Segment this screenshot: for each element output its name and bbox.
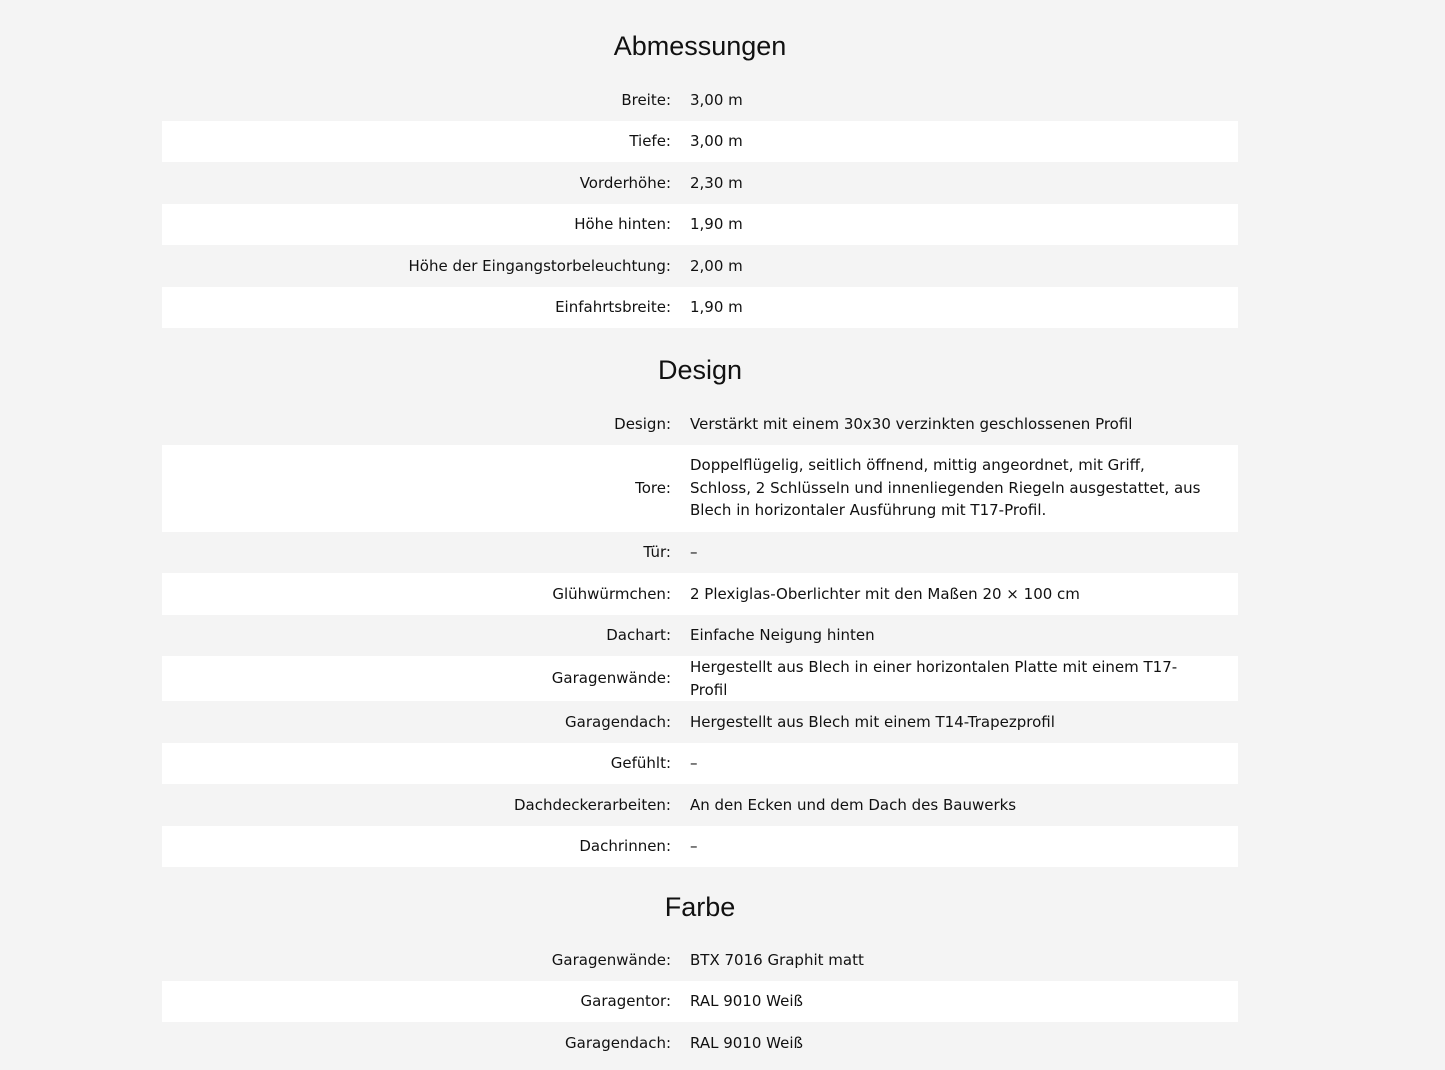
table-row <box>162 939 1238 981</box>
row-label: Glühwürmchen: <box>552 584 671 603</box>
row-label: Höhe der Eingangstorbeleuchtung: <box>408 256 671 275</box>
table-row <box>162 287 1238 329</box>
row-value: 3,00 m <box>690 132 743 150</box>
section-title: Farbe <box>664 892 736 922</box>
row-label: Breite: <box>621 90 671 109</box>
row-label: Garagenwände: <box>551 669 671 688</box>
row-value: 1,90 m <box>690 215 743 233</box>
table-row <box>162 121 1238 163</box>
spec-table <box>162 79 1238 328</box>
row-label: Dachart: <box>606 626 671 644</box>
table-row <box>162 615 1238 657</box>
row-label: Design: <box>614 414 671 433</box>
table-row <box>162 784 1238 826</box>
row-value: RAL 9010 Weiß <box>690 992 803 1010</box>
row-label: Höhe hinten: <box>574 215 671 233</box>
row-value: 2,30 m <box>690 173 743 192</box>
row-value: Hergestellt aus Blech in einer horizontalen Platte mit einem T17-Profil <box>690 658 1178 699</box>
table-row <box>162 656 1238 701</box>
section-title: Abmessungen <box>613 31 787 61</box>
row-value: BTX 7016 Graphit matt <box>690 950 864 969</box>
row-value: Einfache Neigung hinten <box>690 626 875 644</box>
row-value: Verstärkt mit einem 30x30 verzinkten geschlossenen Profil <box>690 414 1133 433</box>
row-value: – <box>690 754 698 772</box>
table-row <box>162 245 1238 287</box>
row-label: Garagentor: <box>580 992 671 1010</box>
row-value: 2 Plexiglas-Oberlichter mit den Maßen 20 × 100 cm <box>690 584 1080 603</box>
row-value: – <box>690 837 698 855</box>
row-label: Einfahrtsbreite: <box>555 298 671 316</box>
row-label: Dachrinnen: <box>579 837 671 855</box>
row-value: RAL 9010 Weiß <box>690 1033 803 1052</box>
row-value: – <box>690 543 698 561</box>
row-label: Tiefe: <box>629 132 671 150</box>
table-row <box>162 573 1238 615</box>
section-title: Design <box>657 355 743 385</box>
table-row <box>162 445 1238 532</box>
row-label: Garagenwände: <box>551 950 671 969</box>
table-row <box>162 981 1238 1023</box>
row-value: 2,00 m <box>690 256 743 275</box>
spec-table <box>162 939 1238 1064</box>
table-row <box>162 532 1238 574</box>
table-row <box>162 826 1238 868</box>
row-label: Garagendach: <box>565 1033 671 1052</box>
row-value: 1,90 m <box>690 298 743 316</box>
table-row <box>162 204 1238 246</box>
row-value: Hergestellt aus Blech mit einem T14-Trapezprofil <box>690 712 1055 731</box>
spec-table <box>162 403 1238 867</box>
table-row <box>162 701 1238 743</box>
row-label: Tore: <box>635 478 671 497</box>
table-row <box>162 1022 1238 1064</box>
row-label: Vorderhöhe: <box>579 173 671 192</box>
table-row <box>162 743 1238 785</box>
table-row <box>162 403 1238 445</box>
row-value: Doppelflügelig, seitlich öffnend, mittig angeordnet, mit Griff, Schloss, 2 Schlüsseln und innenliegenden Riegeln ausgestattet, aus Blech in horizontaler Ausführung mit T17-Profil. <box>690 456 1201 520</box>
row-value: 3,00 m <box>690 90 743 109</box>
row-label: Garagendach: <box>565 712 671 731</box>
row-label: Tür: <box>643 543 671 561</box>
row-label: Gefühlt: <box>610 754 671 772</box>
table-row <box>162 162 1238 204</box>
row-label: Dachdeckerarbeiten: <box>514 795 671 814</box>
row-value: An den Ecken und dem Dach des Bauwerks <box>690 795 1017 814</box>
table-row <box>162 79 1238 121</box>
